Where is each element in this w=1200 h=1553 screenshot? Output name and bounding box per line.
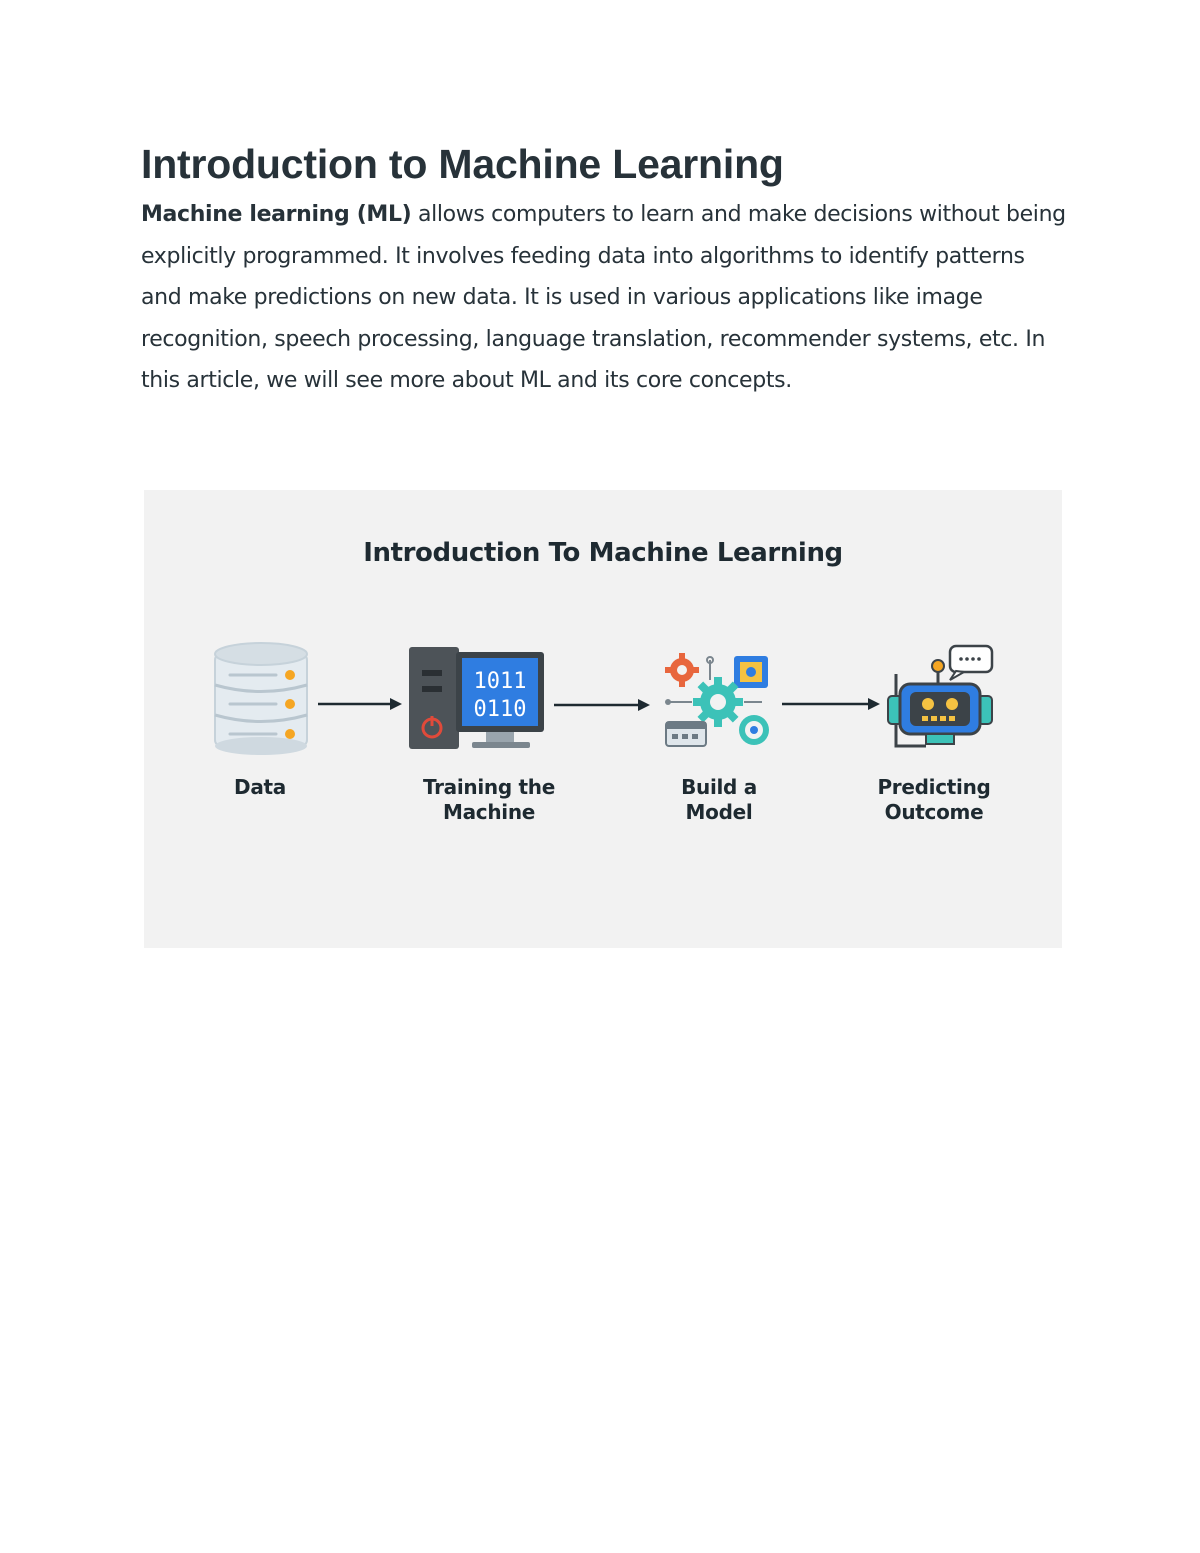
step-label-build — [619, 775, 819, 825]
step-label-predicting — [834, 775, 1034, 825]
step-label-training — [389, 775, 589, 825]
step-label-data — [160, 775, 360, 800]
gears-model-icon — [662, 652, 776, 750]
intro-bold-term: Machine learning (ML) — [141, 202, 412, 227]
step-label-line: Outcome — [884, 800, 984, 824]
database-icon — [210, 640, 314, 756]
arrow-icon-3 — [782, 696, 880, 712]
arrow-icon-1 — [318, 696, 402, 712]
figure-title: Introduction To Machine Learning — [363, 538, 843, 568]
binary-line-2: 0110 — [473, 697, 527, 722]
page-title: Introduction to Machine Learning — [141, 141, 784, 187]
step-label-line: Machine — [442, 800, 536, 824]
step-label-line: Build a — [681, 775, 757, 799]
step-label-line: Training the — [422, 775, 556, 799]
arrow-icon-2 — [554, 697, 650, 713]
intro-text: allows computers to learn and make decisions without being explicitly programmed. It involves feeding data into algorithms to identify patterns and make predictions on new data. It is used in various applications like image recognition, speech processing, language translation, recommender systems, etc. In this article, we will see more about ML and its core concepts. — [141, 202, 1066, 394]
step-label-line: Model — [685, 800, 753, 824]
step-label-line: Predicting — [877, 775, 991, 799]
computer-icon — [406, 644, 548, 752]
step-label-line: Data — [234, 775, 286, 799]
intro-paragraph — [141, 194, 1066, 402]
robot-icon — [884, 644, 996, 756]
binary-line-1: 1011 — [473, 669, 527, 694]
